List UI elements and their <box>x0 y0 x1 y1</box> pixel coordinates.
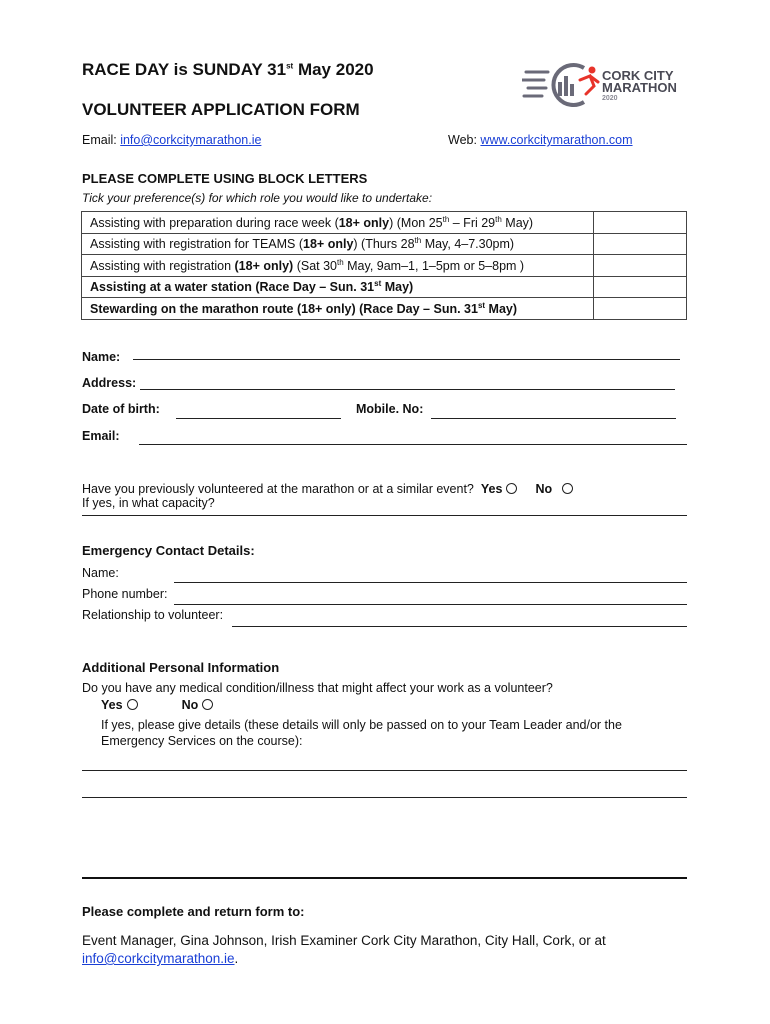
marathon-logo <box>522 58 692 110</box>
role-label: Stewarding on the marathon route (18+ only) (Race Day – Sun. 31st May) <box>82 298 594 320</box>
dob-field[interactable] <box>176 418 341 419</box>
name-label: Name: <box>82 350 121 364</box>
block-letters-heading: PLEASE COMPLETE USING BLOCK LETTERS <box>82 171 368 186</box>
role-tick-box[interactable] <box>594 298 687 320</box>
role-tick-box[interactable] <box>594 276 687 298</box>
role-label: Assisting at a water station (Race Day – Sun. 31st May) <box>82 276 594 298</box>
capacity-field[interactable] <box>82 515 687 516</box>
email-label: Email: <box>82 429 120 443</box>
details-line-2[interactable] <box>82 797 687 798</box>
details-text-1: If yes, please give details (these details will only be passed on to your Team Leader and/or the <box>101 718 622 732</box>
emergency-phone-field[interactable] <box>174 604 687 605</box>
emergency-relationship-label: Relationship to volunteer: <box>82 608 224 622</box>
previous-yes-radio[interactable] <box>506 483 517 494</box>
capacity-label: If yes, in what capacity? <box>82 496 215 510</box>
role-label: Assisting with preparation during race week (18+ only) (Mon 25th – Fri 29th May) <box>82 212 594 234</box>
logo-year: 2020 <box>602 95 618 102</box>
medical-options: Yes No <box>101 698 213 712</box>
mobile-field[interactable] <box>431 418 676 419</box>
medical-no-radio[interactable] <box>202 699 213 710</box>
emergency-heading: Emergency Contact Details: <box>82 543 255 558</box>
name-field[interactable] <box>133 359 680 360</box>
email-field[interactable] <box>139 444 687 445</box>
emergency-relationship-field[interactable] <box>232 626 687 627</box>
race-day-heading: RACE DAY is SUNDAY 31st May 2020 <box>82 60 374 79</box>
table-row <box>82 255 687 277</box>
roles-table <box>81 211 687 320</box>
dob-label: Date of birth: <box>82 402 160 416</box>
return-address: Event Manager, Gina Johnson, Irish Examiner Cork City Marathon, City Hall, Cork, or at <box>82 933 606 948</box>
address-field[interactable] <box>140 389 675 390</box>
logo-line2: MARATHON <box>602 80 677 95</box>
return-email-link[interactable]: info@corkcitymarathon.ie <box>82 951 235 966</box>
form-title: VOLUNTEER APPLICATION FORM <box>82 100 360 119</box>
emergency-phone-label: Phone number: <box>82 587 168 601</box>
role-tick-box[interactable] <box>594 233 687 255</box>
details-text-2: Emergency Services on the course): <box>101 734 303 748</box>
medical-yes-radio[interactable] <box>127 699 138 710</box>
return-email: info@corkcitymarathon.ie. <box>82 951 239 966</box>
logo-line1: CORK CITY <box>602 68 674 83</box>
email-link[interactable]: info@corkcitymarathon.ie <box>120 133 262 147</box>
emergency-name-label: Name: <box>82 566 119 580</box>
address-label: Address: <box>82 376 137 390</box>
section-divider <box>82 877 687 879</box>
role-label: Assisting with registration (18+ only) (Sat 30th May, 9am–1, 1–5pm or 5–8pm ) <box>82 255 594 277</box>
web-contact: Web: www.corkcitymarathon.com <box>448 133 633 147</box>
details-line-1[interactable] <box>82 770 687 771</box>
previous-question: Have you previously volunteered at the marathon or at a similar event? Yes No <box>82 482 573 496</box>
role-tick-box[interactable] <box>594 255 687 277</box>
table-row <box>82 233 687 255</box>
return-heading: Please complete and return form to: <box>82 904 305 919</box>
table-row <box>82 212 687 234</box>
table-row <box>82 298 687 320</box>
email-contact: Email: info@corkcitymarathon.ie <box>82 133 262 147</box>
runner-logo-icon <box>522 58 600 110</box>
emergency-name-field[interactable] <box>174 582 687 583</box>
medical-question: Do you have any medical condition/illness that might affect your work as a volunteer? <box>82 681 553 695</box>
mobile-label: Mobile. No: <box>356 402 424 416</box>
previous-no-radio[interactable] <box>562 483 573 494</box>
table-row <box>82 276 687 298</box>
additional-heading: Additional Personal Information <box>82 660 280 675</box>
role-label: Assisting with registration for TEAMS (18+ only) (Thurs 28th May, 4–7.30pm) <box>82 233 594 255</box>
role-tick-box[interactable] <box>594 212 687 234</box>
tick-prompt: Tick your preference(s) for which role you would like to undertake: <box>82 191 433 205</box>
web-link[interactable]: www.corkcitymarathon.com <box>480 133 633 147</box>
